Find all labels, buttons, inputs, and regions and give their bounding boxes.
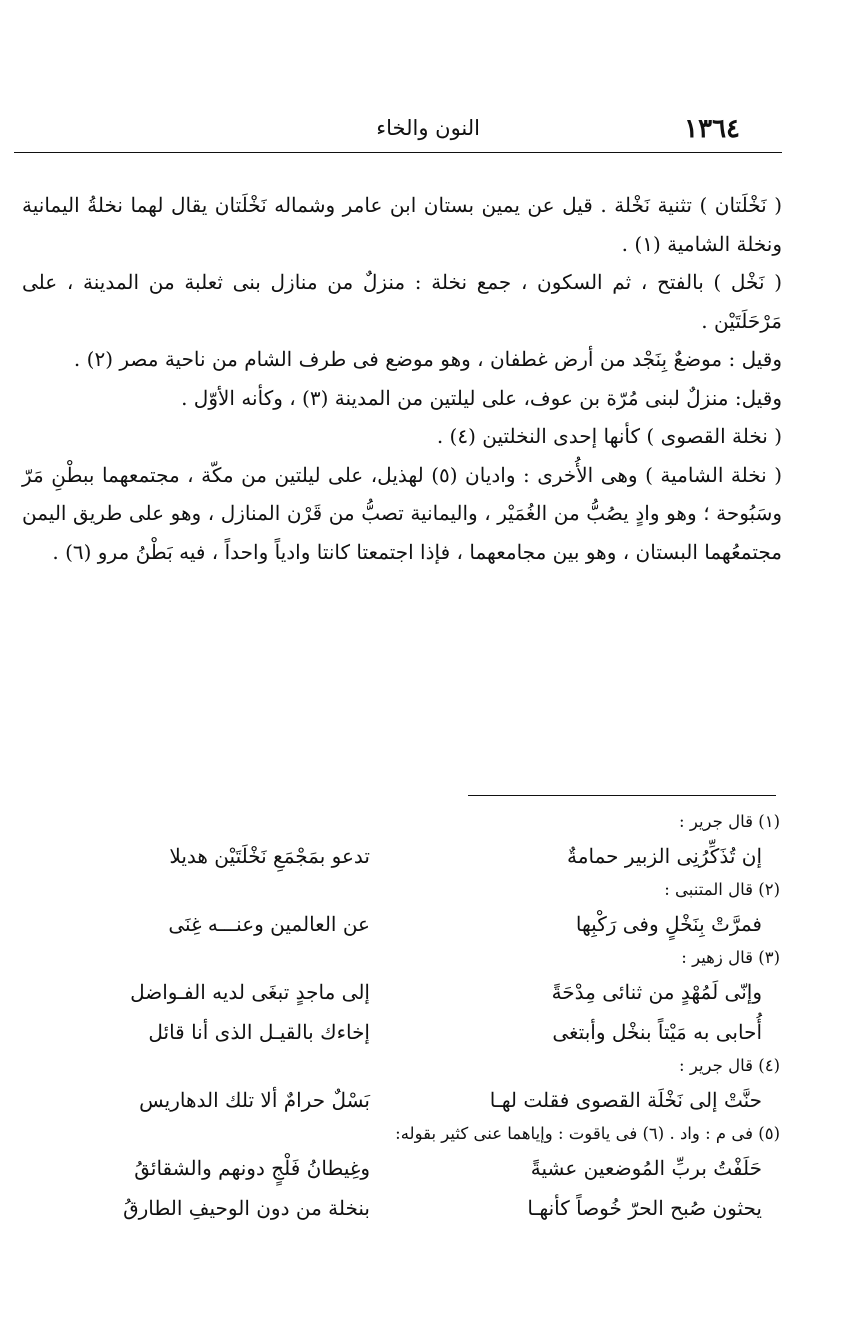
verse-line: [40, 904, 780, 944]
footnote-label: (٣) قال زهير :: [681, 948, 780, 967]
paragraph-qila-najd: وقيل : موضعٌ بِنَجْد من أرض غطفان ، وهو موضع فى طرف الشام من ناحية مصر (٢) .: [73, 347, 782, 371]
header-rule: [14, 152, 782, 153]
verse-line: [40, 1080, 780, 1120]
paragraph-qila-murra: وقيل: منزلٌ لبنى مُرّة بن عوف، على ليلتين من المدينة (٣) ، وكأنه الأوّل .: [181, 385, 782, 410]
verse-hemistich-first: حنَّتْ إلى نَخْلَة القصوى فقلت لهـا: [489, 1088, 762, 1112]
verse-hemistich-second: تدعو بمَجْمَعِ نَخْلَتَيْن هديلا: [169, 844, 370, 868]
running-title: النون والخاء: [376, 116, 480, 140]
footnote-4: [40, 1052, 780, 1120]
verse-hemistich-first: أُحابى به مَيْتاً بنخْل وأبتغى: [552, 1020, 762, 1044]
verse-hemistich-first: حَلَفْتُ بربِّ المُوضعين عشيةً: [530, 1156, 762, 1180]
footnote-rule: [468, 795, 776, 796]
verse-hemistich-second: وغِيطانُ فَلْجٍ دونهم والشقائقُ: [134, 1156, 370, 1180]
verse-hemistich-second: بنخلة من دون الوحيفِ الطارقُ: [123, 1196, 370, 1220]
main-text: [22, 186, 782, 571]
verse-hemistich-first: يحثون صُبح الحرّ خُوصاً كأنهـا: [527, 1196, 762, 1220]
footnote-label: (١) قال جرير :: [679, 812, 780, 831]
footnote-label: (٢) قال المتنبى :: [664, 880, 780, 899]
verse-line: [40, 972, 780, 1012]
footnote-label: (٤) قال جرير :: [679, 1056, 780, 1075]
footnote-label: (٥) فى م : واد . (٦) فى ياقوت : وإياهما عنى كثير بقوله:: [395, 1124, 780, 1143]
paragraph-nakhl: ( نَخْل ) بالفتح ، ثم السكون ، جمع نخلة : منزلٌ من منازل بنى ثعلبة من المدينة ، على مَرْحَلَتَيْن .: [22, 270, 783, 333]
verse-hemistich-second: بَسْلٌ حرامٌ ألا تلك الدهاريس: [139, 1088, 370, 1112]
footnote-1: [40, 808, 780, 876]
page-header: [14, 108, 780, 152]
footnotes: [40, 808, 780, 1228]
verse-hemistich-first: فمرَّتْ بِنَخْلٍ وفى رَكْبِها: [575, 912, 762, 936]
footnote-2: [40, 876, 780, 944]
paragraph-nakhla-shamiya: ( نخلة الشامية ) وهى الأُخرى : واديان (٥) لهذيل، على ليلتين من مكّة ، مجتمعهما ببطْنِ مَرّ وسَبُوحة ؛ وهو وادٍ يصُبُّ من الغُمَيْر ، واليمانية تصبُّ من قَرْن المنازل ، وهو على طريق اليمن مجتمعُهما البستان ، وهو بين مجامعهما ، فإذا اجتمعتا كانتا وادياً واحداً ، فيه بَطْنُ مرو (٦) .: [22, 462, 782, 564]
verse-line: [40, 1188, 780, 1228]
verse-line: [40, 1012, 780, 1052]
verse-hemistich-second: عن العالمين وعنـــه غِنَى: [168, 912, 370, 936]
verse-hemistich-first: وإنّى لَمُهْدٍ من ثنائى مِدْحَةً: [551, 980, 762, 1004]
verse-hemistich-second: إخاءك بالقيـل الذى أنا قائل: [148, 1020, 370, 1044]
footnote-5-6: [40, 1120, 780, 1228]
page-number: ١٣٦٤: [684, 114, 740, 144]
verse-line: [40, 1148, 780, 1188]
verse-line: [40, 836, 780, 876]
verse-hemistich-second: إلى ماجدٍ تبغَى لديه الفـواضل: [130, 980, 370, 1004]
verse-hemistich-first: إن تُذَكِّرُنِى الزبير حمامةٌ: [567, 844, 762, 868]
paragraph-nakhlatan: ( نَخْلَتان ) تثنية نَخْلة . قيل عن يمين بستان ابن عامر وشماله نَخْلَتان يقال لهما نخلةُ اليمانية ونخلة الشامية (١) .: [22, 193, 782, 256]
paragraph-nakhla-qaswa: ( نخلة القصوى ) كأنها إحدى النخلتين (٤) .: [436, 424, 782, 448]
footnote-3: [40, 944, 780, 1052]
